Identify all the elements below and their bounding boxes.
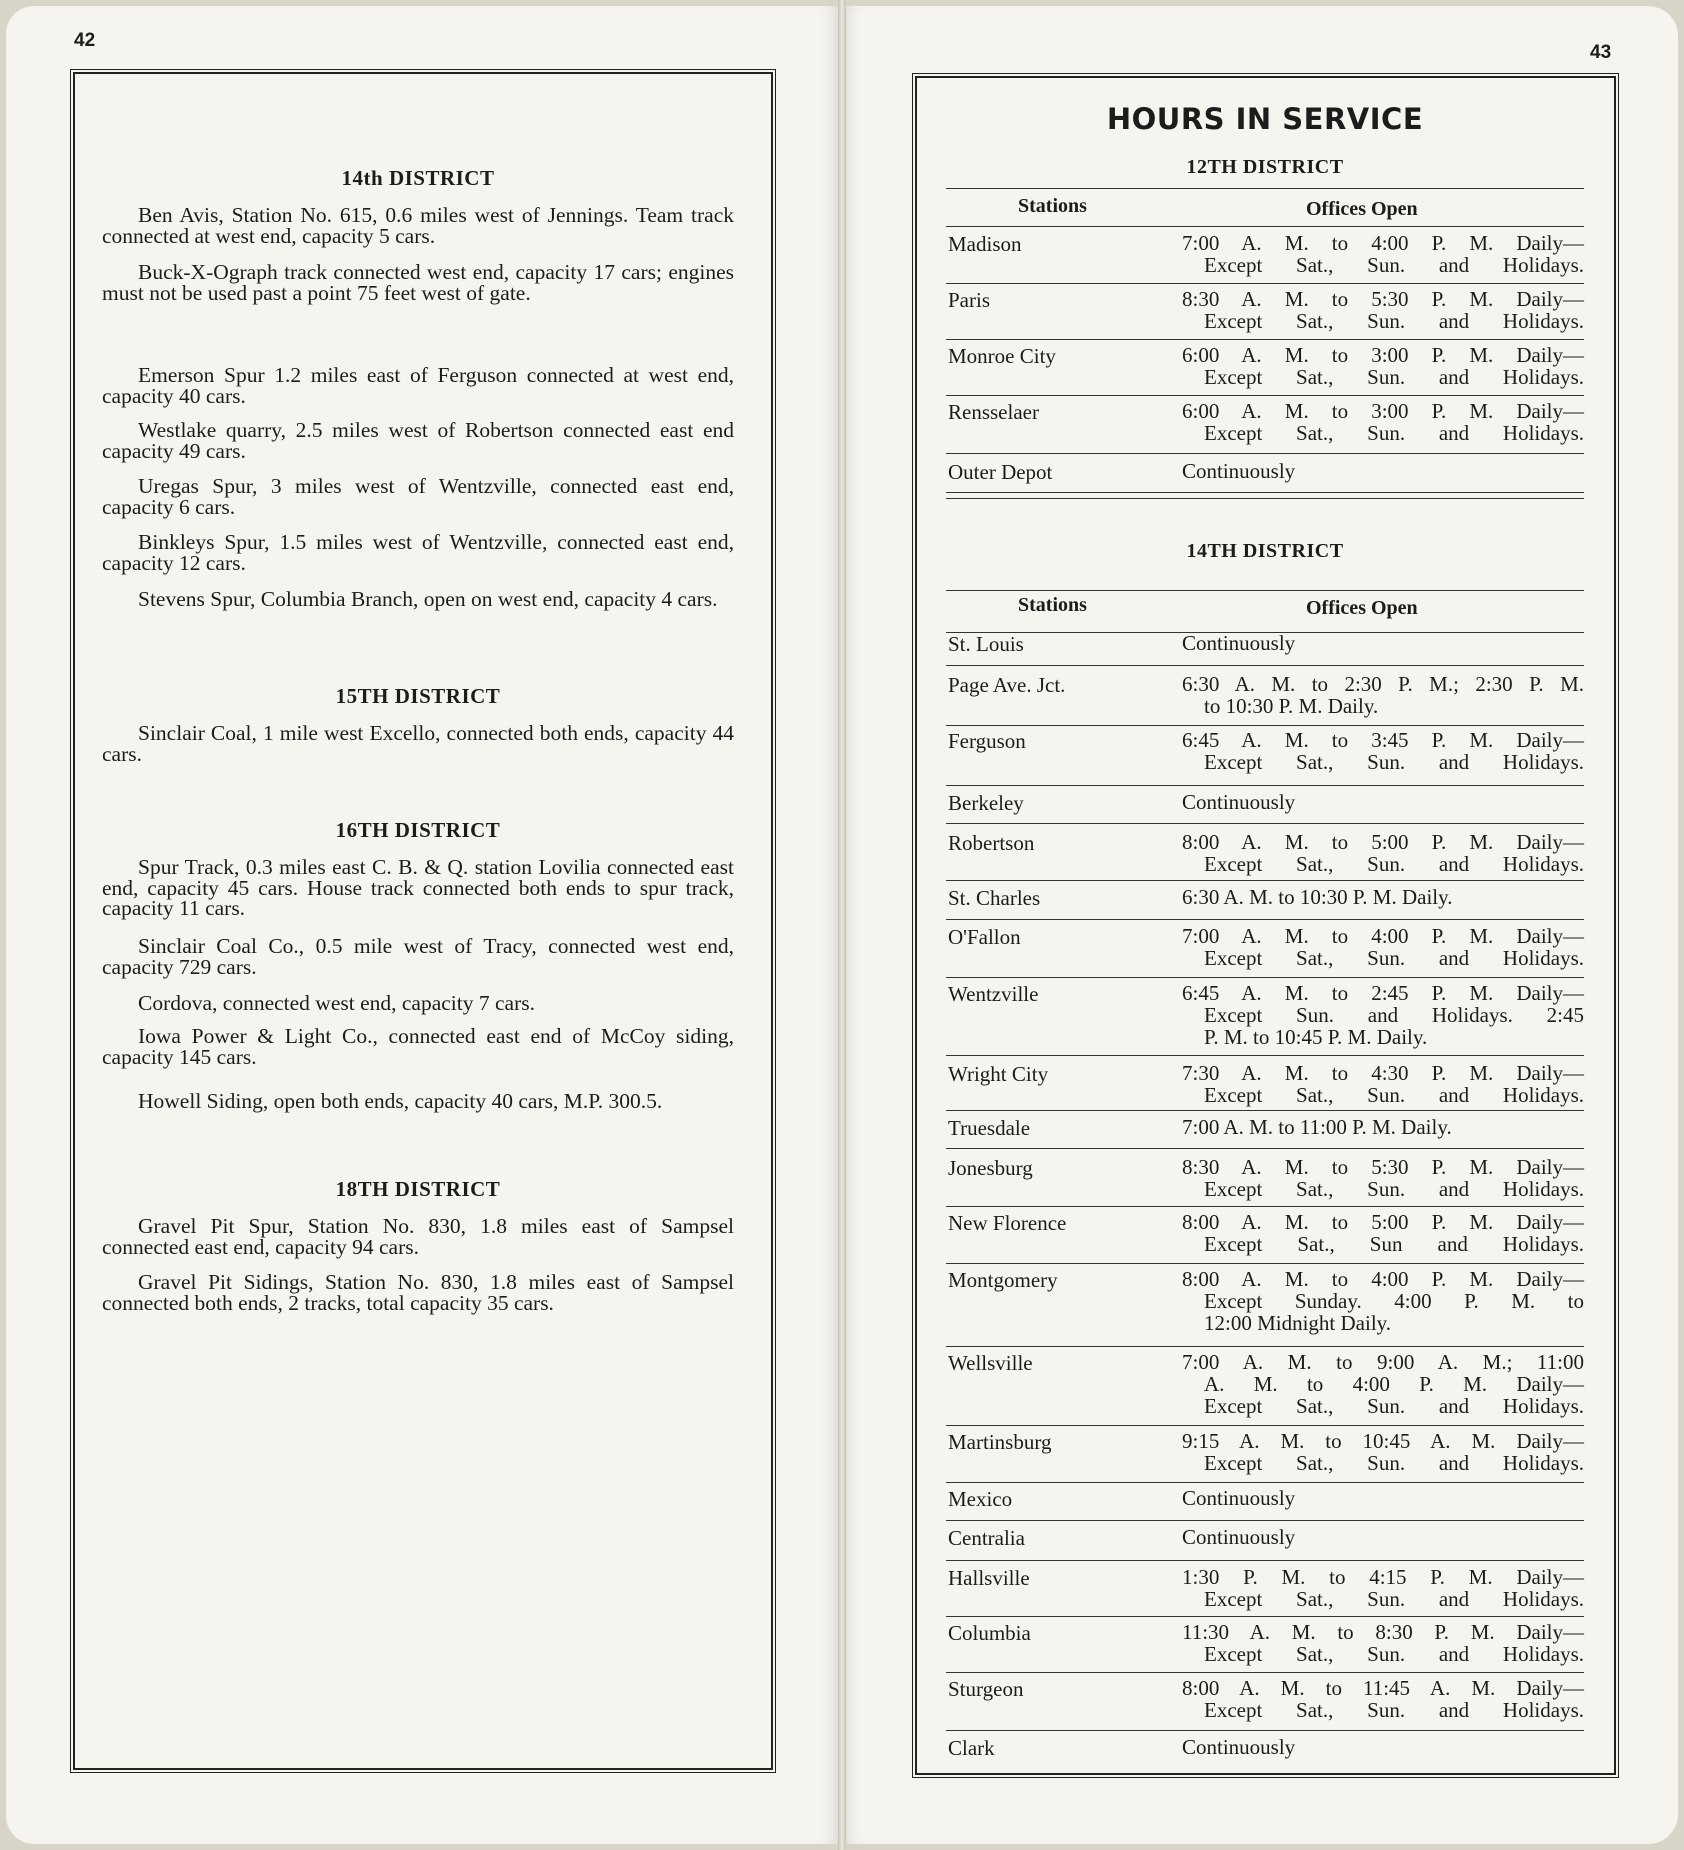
office-hours [1182,791,1584,813]
office-hours [1182,925,1584,969]
hours-line: Except Sat., Sun. and Holidays. [1204,253,1584,277]
siding-entry: Ben Avis, Station No. 615, 0.6 miles west of Jennings. Team track connected at west end, capacity 5 cars. [102,203,734,248]
row-rule [946,977,1584,978]
hours-line: 7:00 A. M. to 11:00 P. M. Daily. [1182,1115,1452,1139]
row-rule [946,1616,1584,1617]
row-rule [946,492,1584,493]
office-hours [1182,1526,1584,1548]
office-hours [1182,1677,1584,1721]
hours-line: 9:15 A. M. to 10:45 A. M. Daily— [1182,1429,1584,1453]
hours-line: Except Sunday. 4:00 P. M. to [1204,1289,1584,1313]
hours-line: 11:30 A. M. to 8:30 P. M. Daily— [1182,1620,1584,1644]
office-hours [1182,1116,1584,1138]
district-heading: 14th DISTRICT [341,166,495,190]
station-name: St. Charles [948,886,1041,910]
siding-entry: Gravel Pit Spur, Station No. 830, 1.8 miles east of Sampsel connected east end, capacity 94 cars. [102,1214,734,1259]
row-rule [946,823,1584,824]
station-name: Jonesburg [948,1156,1033,1180]
hours-line: Except Sat., Sun. and Holidays. [1204,1698,1584,1722]
district-heading: 16TH DISTRICT [335,818,501,842]
station-name: Wentzville [948,982,1039,1006]
column-header-offices-open: Offices Open [1306,597,1418,619]
office-hours [1182,1566,1584,1610]
hours-line: 8:30 A. M. to 5:30 P. M. Daily— [1182,1155,1584,1179]
row-rule [946,339,1584,340]
left-page-number: 42 [74,30,96,51]
row-rule [946,1206,1584,1207]
siding-entry: Sinclair Coal Co., 0.5 mile west of Tracy, connected west end, capacity 729 cars. [102,934,734,979]
column-header-stations: Stations [1018,195,1087,217]
office-hours [1182,673,1584,717]
row-rule [946,919,1584,920]
siding-entry: Howell Siding, open both ends, capacity 40 cars, M.P. 300.5. [138,1089,663,1113]
station-name: Ferguson [948,729,1026,753]
column-header-offices-open: Offices Open [1306,198,1418,220]
row-rule [946,395,1584,396]
station-name: O'Fallon [948,925,1021,949]
hours-line: Except Sat., Sun. and Holidays. [1204,1587,1584,1611]
station-name: Page Ave. Jct. [948,673,1066,697]
office-hours [1182,982,1584,1048]
column-header-stations: Stations [1018,594,1087,616]
hours-line: 7:00 A. M. to 4:00 P. M. Daily— [1182,924,1584,948]
hours-line: 6:30 A. M. to 10:30 P. M. Daily. [1182,885,1453,909]
hours-line: Except Sat., Sun. and Holidays. [1204,946,1584,970]
row-rule [946,785,1584,786]
station-name: Madison [948,232,1022,256]
row-rule [946,880,1584,881]
station-name: New Florence [948,1211,1067,1235]
hours-line: 8:00 A. M. to 5:00 P. M. Daily— [1182,1210,1584,1234]
right-page-number: 43 [1590,42,1612,63]
left-page-frame [73,72,773,1770]
station-name: Sturgeon [948,1677,1024,1701]
hours-line: 7:00 A. M. to 4:00 P. M. Daily— [1182,231,1584,255]
station-name: Wright City [948,1062,1049,1086]
page-title: HOURS IN SERVICE [1106,102,1424,136]
station-name: Outer Depot [948,460,1053,484]
hours-line: 7:30 A. M. to 4:30 P. M. Daily— [1182,1061,1584,1085]
hours-line: to 10:30 P. M. Daily. [1204,694,1379,718]
hours-line: Except Sat., Sun. and Holidays. [1204,1177,1584,1201]
header-rule [946,226,1584,227]
table-bottom-rule [946,498,1584,499]
hours-line: Except Sat., Sun. and Holidays. [1204,852,1584,876]
office-hours [1182,1062,1584,1106]
hours-line: Except Sun. and Holidays. 2:45 [1204,1003,1584,1027]
hours-line: P. M. to 10:45 P. M. Daily. [1204,1025,1428,1049]
office-hours [1182,232,1584,276]
district-heading: 15TH DISTRICT [335,684,501,708]
hours-line: Continuously [1182,459,1296,483]
station-name: St. Louis [948,632,1024,656]
office-hours [1182,831,1584,875]
office-hours [1182,1487,1584,1509]
siding-entry: Gravel Pit Sidings, Station No. 830, 1.8 miles east of Sampsel connected both ends, 2 tracks, total capacity 35 cars. [102,1270,734,1315]
district-heading: 14TH DISTRICT [1186,540,1344,562]
station-name: Martinsburg [948,1430,1052,1454]
office-hours [1182,460,1584,482]
hours-line: 8:00 A. M. to 4:00 P. M. Daily— [1182,1267,1584,1291]
hours-line: 6:00 A. M. to 3:00 P. M. Daily— [1182,343,1584,367]
row-rule [946,1110,1584,1111]
row-rule [946,1672,1584,1673]
office-hours [1182,1211,1584,1255]
siding-entry: Westlake quarry, 2.5 miles west of Robertson connected east end capacity 49 cars. [102,418,734,463]
hours-line: 6:30 A. M. to 2:30 P. M.; 2:30 P. M. [1182,672,1584,696]
station-name: Paris [948,288,990,312]
hours-line: Except Sat., Sun. and Holidays. [1204,365,1584,389]
row-rule [946,1263,1584,1264]
office-hours [1182,1268,1584,1334]
hours-line: Continuously [1182,631,1296,655]
hours-line: Except Sat., Sun. and Holidays. [1204,1083,1584,1107]
siding-entry: Buck-X-Ograph track connected west end, capacity 17 cars; engines must not be used past a point 75 feet west of gate. [102,260,734,305]
hours-line: Continuously [1182,790,1296,814]
row-rule [946,1560,1584,1561]
station-name: Monroe City [948,344,1056,368]
hours-line: Except Sat., Sun. and Holidays. [1204,421,1584,445]
row-rule [946,725,1584,726]
book-gutter [838,0,846,1850]
row-rule [946,1346,1584,1347]
office-hours [1182,886,1584,908]
hours-line: A. M. to 4:00 P. M. Daily— [1204,1372,1584,1396]
hours-line: Continuously [1182,1486,1296,1510]
hours-line: Continuously [1182,1525,1296,1549]
hours-line: 12:00 Midnight Daily. [1204,1311,1392,1335]
hours-line: Except Sat., Sun. and Holidays. [1204,1394,1584,1418]
station-name: Centralia [948,1526,1025,1550]
row-rule [946,1425,1584,1426]
hours-line: Except Sat., Sun and Holidays. [1204,1232,1584,1256]
row-rule [946,1520,1584,1521]
hours-line: Except Sat., Sun. and Holidays. [1204,309,1584,333]
office-hours [1182,1736,1584,1758]
siding-entry: Iowa Power & Light Co., connected east end of McCoy siding, capacity 145 cars. [102,1024,734,1069]
office-hours [1182,400,1584,444]
station-name: Berkeley [948,791,1024,815]
row-rule [946,1055,1584,1056]
office-hours [1182,288,1584,332]
office-hours [1182,1621,1584,1665]
hours-line: 8:30 A. M. to 5:30 P. M. Daily— [1182,287,1584,311]
hours-line: 6:45 A. M. to 3:45 P. M. Daily— [1182,728,1584,752]
table-top-rule [946,188,1584,189]
siding-entry: Emerson Spur 1.2 miles east of Ferguson connected at west end, capacity 40 cars. [102,363,734,408]
siding-entry: Stevens Spur, Columbia Branch, open on west end, capacity 4 cars. [138,587,718,611]
office-hours [1182,632,1584,654]
siding-entry: Spur Track, 0.3 miles east C. B. & Q. station Lovilia connected east end, capacity 45 cars. House track connected both ends to spur track, capacity 11 cars. [102,855,734,920]
row-rule [946,665,1584,666]
siding-entry: Binkleys Spur, 1.5 miles west of Wentzville, connected east end, capacity 12 cars. [102,530,734,575]
hours-line: Except Sat., Sun. and Holidays. [1204,1642,1584,1666]
hours-line: Except Sat., Sun. and Holidays. [1204,1451,1584,1475]
hours-line: 7:00 A. M. to 9:00 A. M.; 11:00 [1182,1350,1584,1374]
station-name: Hallsville [948,1566,1030,1590]
office-hours [1182,1351,1584,1417]
hours-line: Continuously [1182,1735,1296,1759]
office-hours [1182,1430,1584,1474]
office-hours [1182,1156,1584,1200]
row-rule [946,453,1584,454]
hours-line: 8:00 A. M. to 11:45 A. M. Daily— [1182,1676,1584,1700]
hours-line: 6:45 A. M. to 2:45 P. M. Daily— [1182,981,1584,1005]
siding-entry: Cordova, connected west end, capacity 7 cars. [138,991,535,1015]
hours-line: 1:30 P. M. to 4:15 P. M. Daily— [1182,1565,1584,1589]
station-name: Columbia [948,1621,1031,1645]
row-rule [946,1148,1584,1149]
hours-line: Except Sat., Sun. and Holidays. [1204,750,1584,774]
siding-entry: Sinclair Coal, 1 mile west Excello, connected both ends, capacity 44 cars. [102,721,734,766]
district-heading: 12TH DISTRICT [1186,156,1344,178]
station-name: Truesdale [948,1116,1031,1140]
station-name: Rensselaer [948,400,1039,424]
district-heading: 18TH DISTRICT [335,1177,501,1201]
table-top-rule [946,590,1584,591]
office-hours [1182,344,1584,388]
station-name: Mexico [948,1487,1013,1511]
siding-entry: Uregas Spur, 3 miles west of Wentzville, connected east end, capacity 6 cars. [102,474,734,519]
station-name: Clark [948,1736,995,1760]
station-name: Wellsville [948,1351,1033,1375]
hours-line: 8:00 A. M. to 5:00 P. M. Daily— [1182,830,1584,854]
office-hours [1182,729,1584,773]
station-name: Montgomery [948,1268,1058,1292]
station-name: Robertson [948,831,1035,855]
hours-line: 6:00 A. M. to 3:00 P. M. Daily— [1182,399,1584,423]
row-rule [946,1482,1584,1483]
row-rule [946,1730,1584,1731]
row-rule [946,283,1584,284]
